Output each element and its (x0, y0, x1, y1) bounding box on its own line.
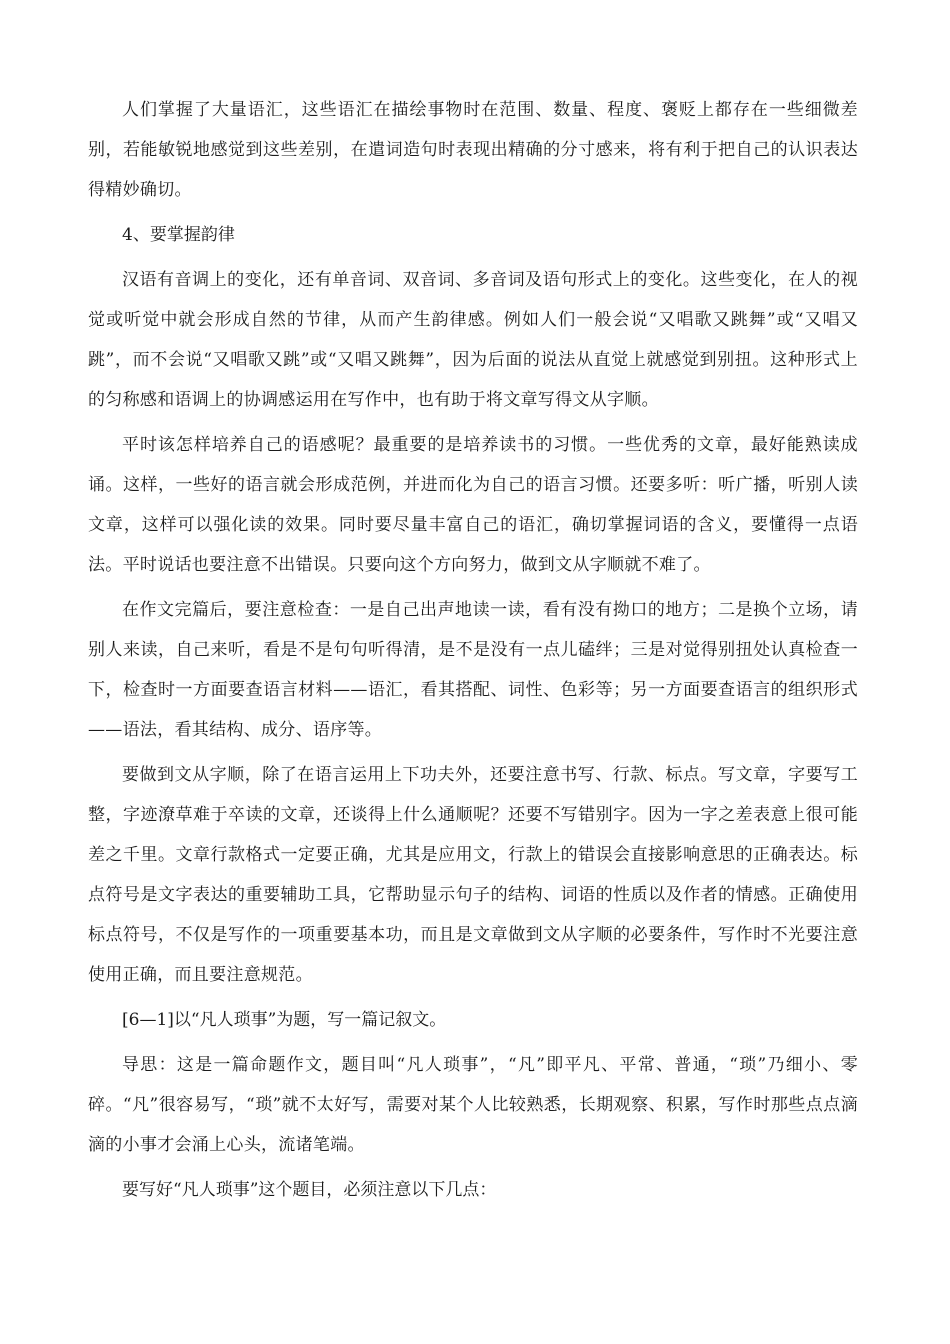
document-page (88, 90, 858, 1215)
paragraph-language-sense: 平时该怎样培养自己的语感呢？最重要的是培养读书的习惯。一些优秀的文章，最好能熟读成诵。这样，一些好的语言就会形成范例，并进而化为自己的语言习惯。还要多听：听广播，听别人读文章，这样可以强化读的效果。同时要尽量丰富自己的语汇，确切掌握词语的含义，要懂得一点语法。平时说话也要注意不出错误。只要向这个方向努力，做到文从字顺就不难了。 (88, 435, 858, 575)
paragraph-writing-format: 要做到文从字顺，除了在语言运用上下功夫外，还要注意书写、行款、标点。写文章，字要写工整，字迹潦草难于卒读的文章，还谈得上什么通顺呢？还要不写错别字。因为一字之差表意上很可能差之千里。文章行款格式一定要正确，尤其是应用文，行款上的错误会直接影响意思的正确表达。标点符号是文字表达的重要辅助工具，它帮助显示句子的结构、词语的性质以及作者的情感。正确使用标点符号，不仅是写作的一项重要基本功，而且是文章做到文从字顺的必要条件，写作时不光要注意使用正确，而且要注意规范。 (88, 765, 858, 985)
paragraph-rhythm: 汉语有音调上的变化，还有单音词、双音词、多音词及语句形式上的变化。这些变化，在人的视觉或听觉中就会形成自然的节律，从而产生韵律感。例如人们一般会说“又唱歌又跳舞”或“又唱又跳”，而不会说“又唱歌又跳”或“又唱又跳舞”，因为后面的说法从直觉上就感觉到别扭。这种形式上的匀称感和语调上的协调感运用在写作中，也有助于将文章写得文从字顺。 (88, 270, 858, 410)
paragraph-points-intro: 要写好“凡人琐事”这个题目，必须注意以下几点： (122, 1180, 497, 1200)
paragraph-vocabulary-precision: 人们掌握了大量语汇，这些语汇在描绘事物时在范围、数量、程度、褒贬上都存在一些细微差别，若能敏锐地感觉到这些差别，在遣词造句时表现出精确的分寸感来，将有利于把自己的认识表达得精妙确切。 (88, 100, 858, 200)
paragraph-guidance: 导思：这是一篇命题作文，题目叫“凡人琐事”，“凡”即平凡、平常、普通，“琐”乃细小、零碎。“凡”很容易写，“琐”就不太好写，需要对某个人比较熟悉，长期观察、积累，写作时那些点点滴滴的小事才会涌上心头，流诸笔端。 (88, 1055, 858, 1155)
paragraph-revision-check: 在作文完篇后，要注意检查：一是自己出声地读一读，看有没有拗口的地方；二是换个立场，请别人来读，自己来听，看是不是句句听得清，是不是没有一点儿磕绊；三是对觉得别扭处认真检查一下，检查时一方面要查语言材料——语汇，看其搭配、词性、色彩等；另一方面要查语言的组织形式——语法，看其结构、成分、语序等。 (88, 600, 858, 740)
section-heading-rhythm: 4、要掌握韵律 (122, 225, 235, 245)
exercise-title: [6—1]以“凡人琐事”为题，写一篇记叙文。 (122, 1010, 447, 1030)
